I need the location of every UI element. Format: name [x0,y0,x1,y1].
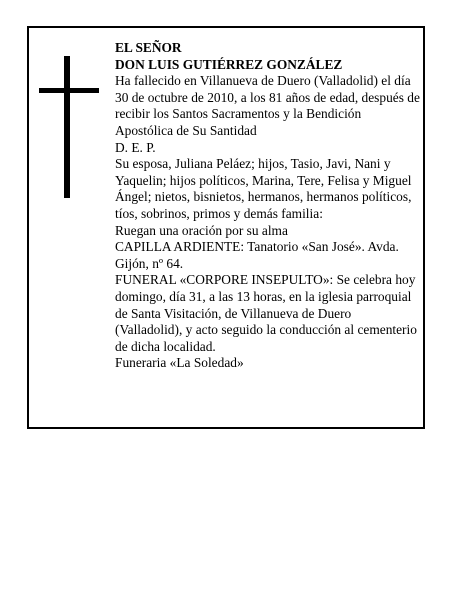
death-info: Ha fallecido en Villanueva de Duero (Valladolid) el día 30 de octubre de 2010, a los 81 años de edad, después de recibir los Santos Sacramentos y la Bendición Apostólica de Su Santidad [115,73,420,138]
prayer-request: Ruegan una oración por su alma [115,222,288,238]
funeral-home: Funeraria «La Soledad» [115,355,244,371]
cross-icon [39,56,99,198]
cross-vertical-bar [64,56,70,198]
funeral-info: FUNERAL «CORPORE INSEPULTO»: Se celebra hoy domingo, día 31, a las 13 horas, en la iglesia parroquial de Santa Visitación, de Villanueva de Duero (Valladolid), y acto seguido la conducción al cementerio de dicha localidad. [115,272,417,354]
dep-text: D. E. P. [115,139,156,155]
deceased-name: DON LUIS GUTIÉRREZ GONZÁLEZ [115,56,343,72]
notice-body [115,40,420,372]
heading-title: EL SEÑOR [115,40,182,55]
cross-horizontal-bar [39,88,99,93]
family-list: Su esposa, Juliana Peláez; hijos, Tasio, Javi, Nani y Yaquelin; hijos políticos, Marina, Tere, Felisa y Miguel Ángel; nietos, bisnietos, hermanos, hermanos políticos, tíos, sobrinos, primos y demás familia: [115,156,412,221]
chapel-info: CAPILLA ARDIENTE: Tanatorio «San José». Avda. Gijón, nº 64. [115,239,399,271]
obituary-notice [27,26,425,429]
